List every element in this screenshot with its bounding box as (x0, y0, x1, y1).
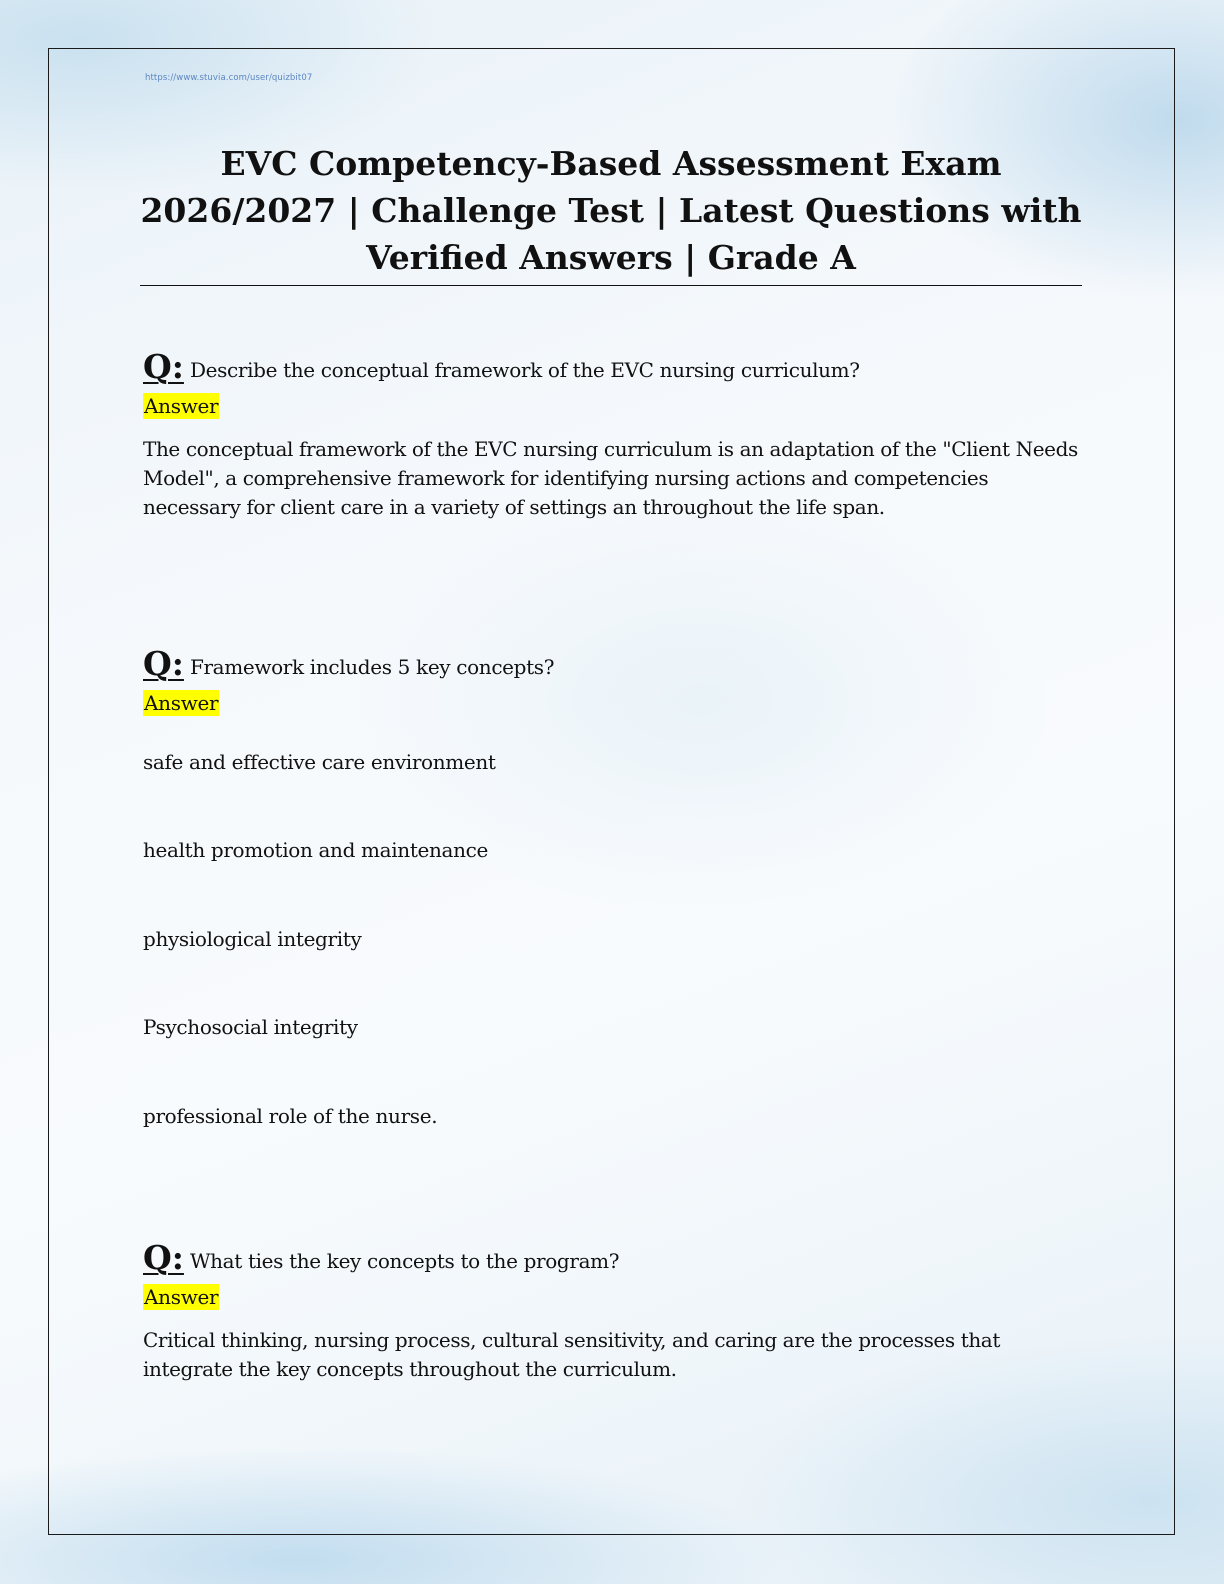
document-title: EVC Competency-Based Assessment Exam 2026/2027 | Challenge Test | Latest Questions with Verified Answers | Grade A (140, 144, 1082, 277)
question-line (143, 345, 1083, 385)
question-text: Describe the conceptual framework of the EVC nursing curriculum? (189, 358, 860, 382)
question-text: What ties the key concepts to the program? (189, 1249, 620, 1273)
concept-item-3: physiological integrity (143, 927, 362, 951)
qa-block-2 (143, 642, 1083, 716)
question-label: Q: (143, 347, 184, 386)
source-url[interactable]: https://www.stuvia.com/user/quizbit07 (145, 73, 313, 83)
answer-label: Answer (144, 1285, 219, 1309)
concept-item-5: professional role of the nurse. (143, 1104, 438, 1128)
question-line (143, 1236, 1083, 1276)
question-label: Q: (143, 1238, 184, 1277)
question-text: Framework includes 5 key concepts? (189, 655, 555, 679)
qa-block-1 (143, 345, 1083, 522)
answer-label: Answer (144, 394, 219, 418)
concept-item-4: Psychosocial integrity (143, 1015, 358, 1039)
answer-text: The conceptual framework of the EVC nursing curriculum is an adaptation of the "Client Needs Model", a comprehensive framework for identifying nursing actions and competencies necessary for client care in a variety of settings an throughout the life span. (143, 437, 1078, 519)
qa-block-3 (143, 1236, 1083, 1384)
answer-label: Answer (144, 691, 219, 715)
question-line (143, 642, 1083, 682)
question-label: Q: (143, 644, 184, 683)
concept-item-1: safe and effective care environment (143, 750, 496, 774)
answer-text: Critical thinking, nursing process, cultural sensitivity, and caring are the processes that integrate the key concepts throughout the curriculum. (143, 1328, 1000, 1381)
concept-item-2: health promotion and maintenance (143, 838, 488, 862)
title-divider (140, 285, 1082, 286)
